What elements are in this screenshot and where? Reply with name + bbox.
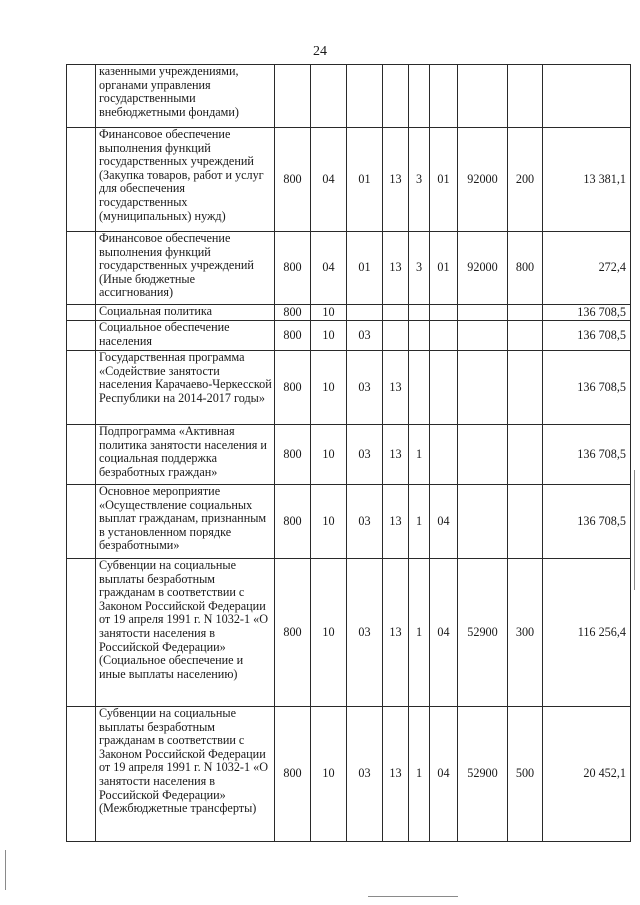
expense-type-code xyxy=(508,485,543,559)
idx-cell xyxy=(67,485,96,559)
subsection-code: 01 xyxy=(347,232,383,305)
program-code: 13 xyxy=(383,559,409,707)
row-name: Финансовое обеспечение выполнения функций государственных учреждений (Иные бюджетные ассигнования) xyxy=(96,232,275,305)
page-number: 24 xyxy=(313,44,327,59)
program-code: 13 xyxy=(383,707,409,842)
amount-cell: 136 708,5 xyxy=(543,425,631,485)
direction-code xyxy=(458,425,508,485)
idx-cell xyxy=(67,559,96,707)
activity-code: 04 xyxy=(430,559,458,707)
expense-type-code: 200 xyxy=(508,128,543,232)
subprogram-code: 1 xyxy=(409,559,430,707)
section-code: 10 xyxy=(311,707,347,842)
ved-code: 800 xyxy=(275,707,311,842)
amount-cell: 272,4 xyxy=(543,232,631,305)
ved-code: 800 xyxy=(275,232,311,305)
section-code: 04 xyxy=(311,128,347,232)
expense-type-code xyxy=(508,321,543,351)
scan-artifact-left xyxy=(5,850,6,890)
direction-code: 52900 xyxy=(458,559,508,707)
amount-cell: 13 381,1 xyxy=(543,128,631,232)
activity-code xyxy=(430,305,458,321)
subprogram-code: 1 xyxy=(409,425,430,485)
table-row xyxy=(67,65,631,128)
subsection-code: 03 xyxy=(347,559,383,707)
subprogram-code xyxy=(409,305,430,321)
amount-cell xyxy=(543,65,631,128)
scan-artifact-bottom xyxy=(368,896,458,897)
direction-code: 92000 xyxy=(458,232,508,305)
amount-cell: 136 708,5 xyxy=(543,351,631,425)
direction-code: 52900 xyxy=(458,707,508,842)
subsection-code: 03 xyxy=(347,485,383,559)
direction-code: 92000 xyxy=(458,128,508,232)
row-name: Основное мероприятие «Осуществление социальных выплат гражданам, признанным в установленном порядке безработными» xyxy=(96,485,275,559)
idx-cell xyxy=(67,128,96,232)
row-name: Социальная политика xyxy=(96,305,275,321)
activity-code xyxy=(430,321,458,351)
ved-code: 800 xyxy=(275,425,311,485)
direction-code xyxy=(458,305,508,321)
amount-cell: 116 256,4 xyxy=(543,559,631,707)
section-code: 10 xyxy=(311,559,347,707)
amount-cell: 20 452,1 xyxy=(543,707,631,842)
section-code: 10 xyxy=(311,425,347,485)
program-code: 13 xyxy=(383,425,409,485)
table-row xyxy=(67,128,631,232)
table-row xyxy=(67,232,631,305)
direction-code xyxy=(458,485,508,559)
ved-code: 800 xyxy=(275,321,311,351)
subprogram-code: 3 xyxy=(409,128,430,232)
subsection-code: 03 xyxy=(347,321,383,351)
idx-cell xyxy=(67,425,96,485)
table-row xyxy=(67,305,631,321)
section-code: 10 xyxy=(311,305,347,321)
program-code: 13 xyxy=(383,232,409,305)
program-code xyxy=(383,305,409,321)
subprogram-code xyxy=(409,321,430,351)
expense-type-code xyxy=(508,305,543,321)
activity-code xyxy=(430,425,458,485)
expense-type-code: 500 xyxy=(508,707,543,842)
activity-code: 04 xyxy=(430,485,458,559)
table-row xyxy=(67,425,631,485)
program-code xyxy=(383,321,409,351)
subsection-code: 03 xyxy=(347,351,383,425)
subsection-code: 01 xyxy=(347,128,383,232)
ved-code: 800 xyxy=(275,351,311,425)
subsection-code xyxy=(347,305,383,321)
budget-table-body xyxy=(67,65,631,842)
table-row xyxy=(67,559,631,707)
section-code: 10 xyxy=(311,485,347,559)
table-row xyxy=(67,707,631,842)
ved-code: 800 xyxy=(275,485,311,559)
expense-type-code xyxy=(508,351,543,425)
section-code: 10 xyxy=(311,321,347,351)
row-name: Субвенции на социальные выплаты безработным гражданам в соответствии с Законом Российской Федерации от 19 апреля 1991 г. N 1032-1 «О занятости населения в Российской Федерации» (Межбюджетные трансферты) xyxy=(96,707,275,842)
activity-code xyxy=(430,65,458,128)
program-code: 13 xyxy=(383,485,409,559)
idx-cell xyxy=(67,305,96,321)
subprogram-code: 3 xyxy=(409,232,430,305)
amount-cell: 136 708,5 xyxy=(543,321,631,351)
ved-code: 800 xyxy=(275,305,311,321)
subprogram-code xyxy=(409,351,430,425)
activity-code xyxy=(430,351,458,425)
row-name: Подпрограмма «Активная политика занятости населения и социальная поддержка безработных граждан» xyxy=(96,425,275,485)
row-name: Субвенции на социальные выплаты безработным гражданам в соответствии с Законом Российской Федерации от 19 апреля 1991 г. N 1032-1 «О занятости населения в Российской Федерации» (Социальное обеспечение и иные выплаты населению) xyxy=(96,559,275,707)
activity-code: 01 xyxy=(430,128,458,232)
expense-type-code xyxy=(508,425,543,485)
table-row xyxy=(67,351,631,425)
subsection-code: 03 xyxy=(347,425,383,485)
amount-cell: 136 708,5 xyxy=(543,485,631,559)
direction-code xyxy=(458,321,508,351)
idx-cell xyxy=(67,707,96,842)
budget-table xyxy=(66,64,631,842)
program-code xyxy=(383,65,409,128)
expense-type-code: 800 xyxy=(508,232,543,305)
subprogram-code: 1 xyxy=(409,485,430,559)
section-code: 10 xyxy=(311,351,347,425)
expense-type-code: 300 xyxy=(508,559,543,707)
idx-cell xyxy=(67,321,96,351)
row-name: казенными учреждениями, органами управления государственными внебюджетными фондами) xyxy=(96,65,275,128)
expense-type-code xyxy=(508,65,543,128)
subprogram-code: 1 xyxy=(409,707,430,842)
program-code: 13 xyxy=(383,128,409,232)
row-name: Государственная программа «Содействие занятости населения Карачаево-Черкесской Республики на 2014-2017 годы» xyxy=(96,351,275,425)
direction-code xyxy=(458,351,508,425)
table-row xyxy=(67,485,631,559)
activity-code: 01 xyxy=(430,232,458,305)
program-code: 13 xyxy=(383,351,409,425)
idx-cell xyxy=(67,351,96,425)
section-code: 04 xyxy=(311,232,347,305)
idx-cell xyxy=(67,232,96,305)
amount-cell: 136 708,5 xyxy=(543,305,631,321)
activity-code: 04 xyxy=(430,707,458,842)
ved-code xyxy=(275,65,311,128)
row-name: Социальное обеспечение населения xyxy=(96,321,275,351)
direction-code xyxy=(458,65,508,128)
subsection-code xyxy=(347,65,383,128)
subsection-code: 03 xyxy=(347,707,383,842)
idx-cell xyxy=(67,65,96,128)
table-row xyxy=(67,321,631,351)
subprogram-code xyxy=(409,65,430,128)
section-code xyxy=(311,65,347,128)
scan-artifact-right xyxy=(634,470,635,590)
ved-code: 800 xyxy=(275,128,311,232)
ved-code: 800 xyxy=(275,559,311,707)
row-name: Финансовое обеспечение выполнения функций государственных учреждений (Закупка товаров, работ и услуг для обеспечения государственных (муниципальных) нужд) xyxy=(96,128,275,232)
